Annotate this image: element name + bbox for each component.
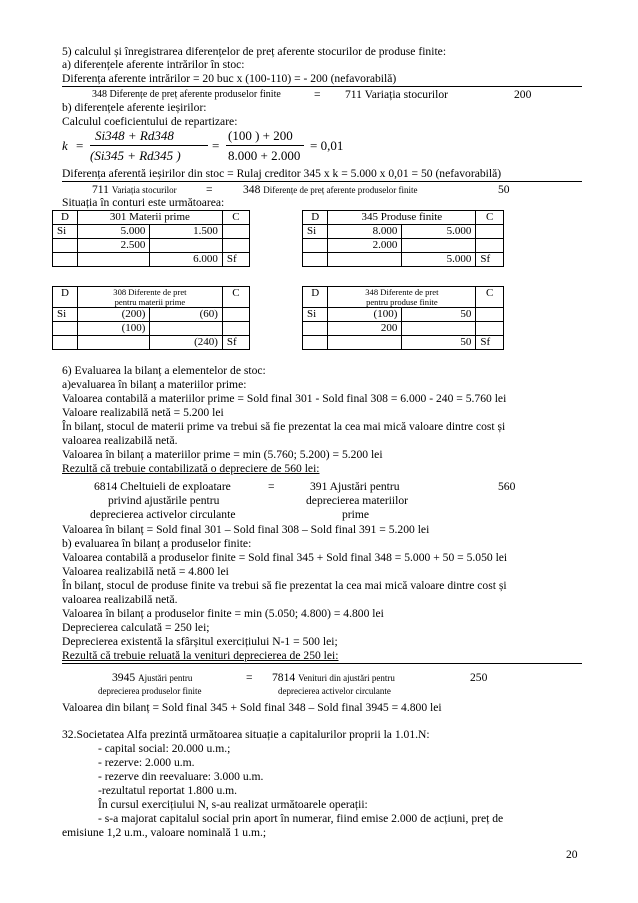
entry4-amount: 250 bbox=[470, 671, 488, 684]
entry-divider bbox=[62, 86, 582, 87]
acc301-title: 301 Materii prime bbox=[77, 211, 222, 225]
entry4-debit2: deprecierea produselor finite bbox=[98, 686, 202, 696]
acc301-cell bbox=[222, 239, 249, 253]
acc348-title2: pentru produse finite bbox=[366, 297, 438, 307]
acc348-cell: 50 bbox=[402, 308, 476, 322]
acc308-cell: Sf bbox=[222, 336, 249, 350]
line-coefficient: Calculul coeficientului de repartizare: bbox=[62, 115, 238, 128]
line-output-difference: Diferența aferentă ieșirilor din stoc = Rulaj creditor 345 x k = 5.000 x 0,01 = 50 (nefavorabilă) bbox=[62, 167, 502, 180]
acc301-d: D bbox=[53, 211, 78, 225]
line-section6-title: 6) Evaluarea la bilanț a elementelor de stoc: bbox=[62, 364, 266, 377]
line-exercise32: 32.Societatea Alfa prezintă următoarea situație a capitalurilor proprii la 1.01.N: bbox=[62, 728, 430, 741]
acc308-cell: (100) bbox=[77, 322, 150, 336]
line-fg-balance-2: valoarea realizabilă netă. bbox=[62, 593, 178, 606]
entry3-debit1: 6814 Cheltuieli de exploatare bbox=[94, 480, 231, 493]
formula-eq: = bbox=[76, 138, 84, 153]
acc348-cell: (100) bbox=[328, 308, 402, 322]
entry4-eq: = bbox=[246, 671, 253, 684]
acc301-cell bbox=[222, 225, 249, 239]
entry2-eq: = bbox=[206, 183, 213, 196]
acc345-cell bbox=[476, 239, 504, 253]
line-depreciation-560: Rezultă că trebuie contabilizată o depreciere de 560 lei: bbox=[62, 462, 320, 475]
formula-eq2: = bbox=[212, 138, 220, 153]
entry3-amount: 560 bbox=[498, 480, 516, 493]
acc345-d: D bbox=[303, 211, 328, 225]
acc308-cell: (200) bbox=[77, 308, 150, 322]
acc348-cell: Sf bbox=[476, 336, 504, 350]
line-capital-increase: - s-a majorat capitalul social prin aport în numerar, fiind emise 2.000 de acțiuni, preț de bbox=[98, 812, 504, 825]
acc345-cell: Si bbox=[303, 225, 328, 239]
formula-k: k bbox=[62, 138, 68, 153]
line-raw-balance-2: valoarea realizabilă netă. bbox=[62, 434, 178, 447]
acc348-cell: Si bbox=[303, 308, 328, 322]
acc301-cell bbox=[53, 239, 78, 253]
entry3-credit1: 391 Ajustări pentru bbox=[310, 480, 400, 493]
entry1-credit: 711 Variația stocurilor bbox=[345, 88, 449, 101]
entry4-credit1: 7814 Venituri din ajustări pentru bbox=[272, 671, 395, 684]
acc308-cell: (240) bbox=[150, 336, 223, 350]
entry2-debit: 711 Variația stocurilor bbox=[92, 183, 177, 196]
line-raw-balance-1: În bilanț, stocul de materii prime va trebui să fie prezentat la cea mai mică valoare dintre cost și bbox=[62, 420, 506, 433]
entry2-credit: 348 Diferențe de preț aferente produselor finite bbox=[243, 183, 418, 196]
line-situation: Situația în conturi este următoarea: bbox=[62, 196, 225, 209]
page-number: 20 bbox=[566, 848, 578, 861]
acc345-title: 345 Produse finite bbox=[328, 211, 476, 225]
line-fg-min: Valoarea în bilanț a produselor finite = min (5.050; 4.800) = 4.800 lei bbox=[62, 607, 384, 620]
line-fg-book-value: Valoarea contabilă a produselor finite = Sold final 345 + Sold final 348 = 5.000 + 50 = 5.050 lei bbox=[62, 551, 508, 564]
line-section5-title: 5) calculul și înregistrarea diferențelor de preț aferente stocurilor de produse finite: bbox=[62, 45, 447, 58]
acc308-cell: Si bbox=[53, 308, 78, 322]
line-finished-goods: b) evaluarea în bilanț a produselor finite: bbox=[62, 537, 252, 550]
acc308-c: C bbox=[222, 287, 249, 308]
line-reserves: - rezerve: 2.000 u.m. bbox=[98, 756, 195, 769]
acc348-cell bbox=[328, 336, 402, 350]
acc301-cell: Si bbox=[53, 225, 78, 239]
acc308-title1: 308 Diferente de pret bbox=[113, 287, 187, 297]
acc345-cell bbox=[476, 225, 504, 239]
acc308-cell bbox=[222, 308, 249, 322]
acc345-c: C bbox=[476, 211, 504, 225]
acc301-cell: 6.000 bbox=[150, 253, 223, 267]
t-account-301 bbox=[52, 210, 250, 267]
line-raw-materials: a)evaluarea în bilanț a materiilor prime: bbox=[62, 378, 247, 391]
acc308-cell bbox=[77, 336, 150, 350]
line-fg-balance-value: Valoarea din bilanț = Sold final 345 + Sold final 348 – Sold final 3945 = 4.800 lei bbox=[62, 701, 442, 714]
line-operations: În cursul exercițiului N, s-au realizat următoarele operații: bbox=[98, 798, 368, 811]
entry-divider-2 bbox=[62, 181, 582, 182]
acc308-title2: pentru materii prime bbox=[114, 297, 186, 307]
entry3-credit2: deprecierea materiilor bbox=[306, 494, 409, 507]
acc308-d: D bbox=[53, 287, 78, 308]
line-share-capital: - capital social: 20.000 u.m.; bbox=[98, 742, 231, 755]
entry1-debit: 348 Diferențe de preț aferente produselor finite bbox=[92, 89, 281, 100]
acc308-cell bbox=[53, 336, 78, 350]
acc308-title bbox=[77, 287, 222, 308]
acc301-cell: 2.500 bbox=[77, 239, 150, 253]
acc348-cell bbox=[476, 322, 504, 336]
acc348-cell: 200 bbox=[328, 322, 402, 336]
line-raw-nrv: Valoare realizabilă netă = 5.200 lei bbox=[62, 406, 224, 419]
entry3-eq: = bbox=[268, 480, 275, 493]
t-account-308 bbox=[52, 286, 250, 350]
line-retained-earnings: -rezultatul reportat 1.800 u.m. bbox=[98, 784, 238, 797]
line-issue-price: emisiune 1,2 u.m., valoare nominală 1 u.m.; bbox=[62, 826, 267, 839]
acc348-title1: 348 Diferente de pret bbox=[365, 287, 439, 297]
line-fg-balance-1: În bilanț, stocul de produse finite va trebui să fie prezentat la cea mai mică valoare dintre cost și bbox=[62, 579, 507, 592]
acc345-cell bbox=[328, 253, 402, 267]
formula-num1: Si348 + Rd348 bbox=[95, 128, 174, 143]
entry3-debit2: privind ajustările pentru bbox=[108, 494, 220, 507]
acc301-c: C bbox=[222, 211, 249, 225]
acc308-cell bbox=[222, 322, 249, 336]
line-entries-outputs: b) diferențele aferente ieșirilor: bbox=[62, 101, 207, 114]
entry3-credit3: prime bbox=[342, 508, 370, 521]
acc348-cell bbox=[303, 336, 328, 350]
line-raw-book-value: Valoarea contabilă a materiilor prime = Sold final 301 - Sold final 308 = 6.000 - 240 = 5.760 lei bbox=[62, 392, 507, 405]
entry3-debit3: deprecierea activelor circulante bbox=[90, 508, 236, 521]
acc345-cell: 5.000 bbox=[402, 225, 476, 239]
entry1-amount: 200 bbox=[514, 88, 532, 101]
formula-den1: (Si345 + Rd345 ) bbox=[90, 148, 181, 163]
line-entries-inputs: a) diferențele aferente intrărilor în stoc: bbox=[62, 58, 245, 71]
entry-divider-3 bbox=[62, 663, 582, 664]
line-input-difference: Diferența aferente intrărilor = 20 buc x (100-110) = - 200 (nefavorabilă) bbox=[62, 72, 397, 85]
acc348-d: D bbox=[303, 287, 328, 308]
acc348-cell bbox=[303, 322, 328, 336]
acc301-cell bbox=[53, 253, 78, 267]
formula-num2: (100 ) + 200 bbox=[228, 128, 293, 143]
acc348-cell bbox=[402, 322, 476, 336]
entry1-eq: = bbox=[314, 88, 321, 101]
line-fg-nrv: Valoarea realizabilă netă = 4.800 lei bbox=[62, 565, 229, 578]
line-dep-calculated: Deprecierea calculată = 250 lei; bbox=[62, 621, 210, 634]
acc308-cell bbox=[53, 322, 78, 336]
acc301-cell: 1.500 bbox=[150, 225, 223, 239]
line-dep-existing: Deprecierea existentă la sfârșitul exercițiului N-1 = 500 lei; bbox=[62, 635, 338, 648]
formula-den2: 8.000 + 2.000 bbox=[228, 148, 301, 163]
entry4-credit2: deprecierea activelor circulante bbox=[278, 686, 391, 696]
line-dep-reversal: Rezultă că trebuie reluată la venituri deprecierea de 250 lei: bbox=[62, 649, 339, 662]
formula-bar2 bbox=[226, 145, 304, 146]
t-account-345 bbox=[302, 210, 504, 267]
acc301-cell bbox=[150, 239, 223, 253]
line-revaluation-reserves: - rezerve din reevaluare: 3.000 u.m. bbox=[98, 770, 264, 783]
line-raw-min: Valoarea în bilanț a materiilor prime = min (5.760; 5.200) = 5.200 lei bbox=[62, 448, 383, 461]
formula-bar1 bbox=[90, 145, 208, 146]
acc301-cell: Sf bbox=[222, 253, 249, 267]
t-account-348 bbox=[302, 286, 504, 350]
acc345-cell bbox=[402, 239, 476, 253]
formula-result: = 0,01 bbox=[310, 138, 344, 153]
acc348-cell: 50 bbox=[402, 336, 476, 350]
acc345-cell: 5.000 bbox=[402, 253, 476, 267]
acc345-cell: 2.000 bbox=[328, 239, 402, 253]
acc345-cell bbox=[303, 253, 328, 267]
entry4-debit1: 3945 Ajustări pentru bbox=[112, 671, 193, 684]
acc345-cell: 8.000 bbox=[328, 225, 402, 239]
line-raw-balance-value: Valoarea în bilanț = Sold final 301 – Sold final 308 – Sold final 391 = 5.200 lei bbox=[62, 523, 430, 536]
acc308-cell bbox=[150, 322, 223, 336]
acc345-cell: Sf bbox=[476, 253, 504, 267]
acc308-cell: (60) bbox=[150, 308, 223, 322]
acc345-cell bbox=[303, 239, 328, 253]
entry2-amount: 50 bbox=[498, 183, 510, 196]
acc348-title bbox=[328, 287, 476, 308]
acc301-cell: 5.000 bbox=[77, 225, 150, 239]
acc301-cell bbox=[77, 253, 150, 267]
acc348-cell bbox=[476, 308, 504, 322]
acc348-c: C bbox=[476, 287, 504, 308]
